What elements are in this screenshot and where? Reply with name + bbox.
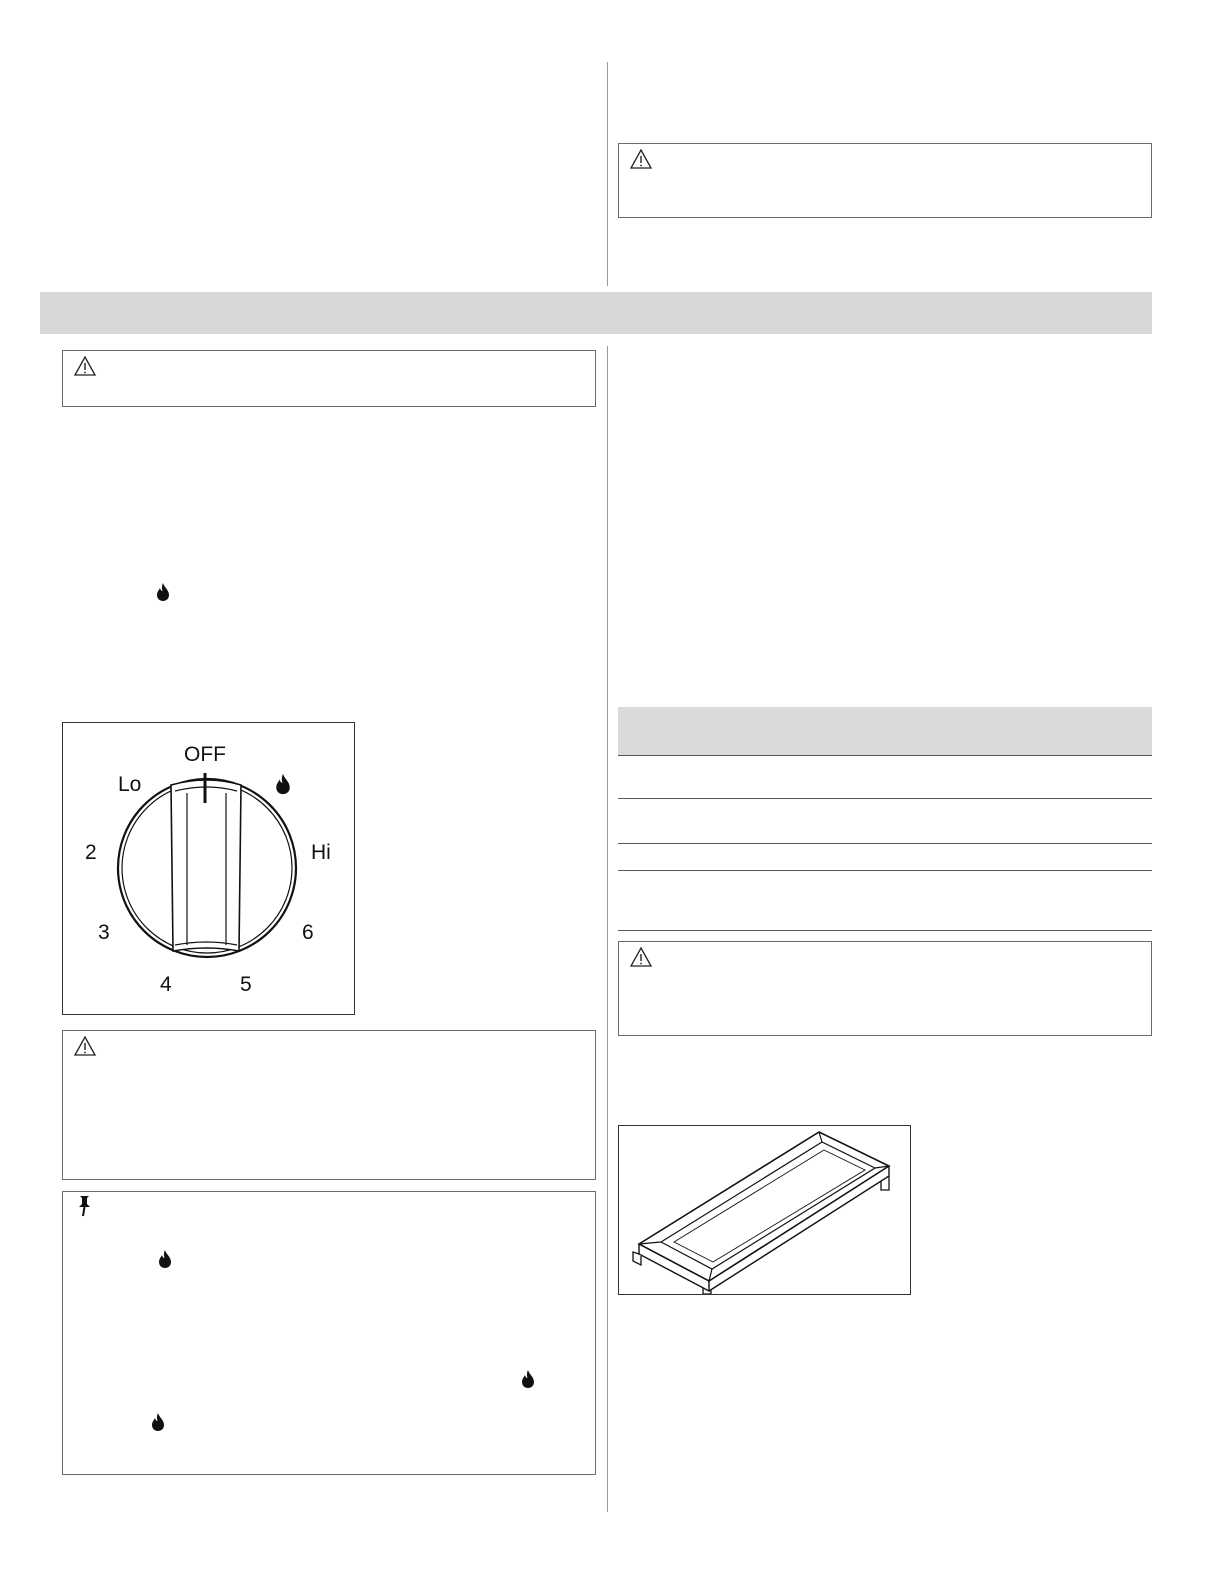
dial-label-lo: Lo [118,773,142,796]
warning-triangle-icon [73,355,97,377]
warning-box-left-1 [62,350,596,407]
table-rule [618,870,1152,871]
column-divider-bottom [607,346,608,1512]
table-rule [618,843,1152,844]
burner-knob-figure [62,722,355,1015]
column-divider-top [607,62,608,286]
warning-triangle-icon [73,1035,97,1057]
warning-box-top-right [618,143,1152,218]
flame-icon [150,1412,166,1432]
dial-label-hi: Hi [311,841,331,864]
flame-icon [157,1249,173,1269]
flame-icon [155,582,171,602]
table-rule [618,798,1152,799]
warning-triangle-icon [629,946,653,968]
table-header-row [618,707,1152,755]
dial-label-6: 6 [302,921,314,944]
warning-box-left-2 [62,1030,596,1180]
warning-box-right [618,941,1152,1036]
dial-flame-icon [274,772,292,796]
dial-label-5: 5 [240,973,252,996]
warning-triangle-icon [629,148,653,170]
griddle-drawing [619,1126,910,1294]
dial-label-3: 3 [98,921,110,944]
griddle-figure [618,1125,911,1295]
table-rule [618,930,1152,931]
table-rule [618,755,1152,756]
pushpin-icon [75,1194,95,1218]
section-heading-band [40,292,1152,334]
flame-icon [520,1369,536,1389]
note-box-left [62,1191,596,1475]
dial-label-4: 4 [160,973,172,996]
dial-label-off: OFF [184,743,226,766]
dial-label-2: 2 [85,841,97,864]
